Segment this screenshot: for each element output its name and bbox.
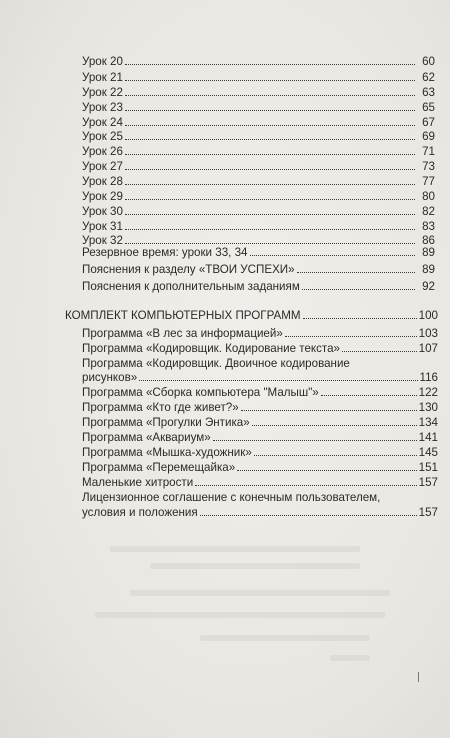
- leader-dots: [125, 205, 415, 215]
- toc-entry-lesson: [82, 71, 435, 85]
- toc-entry-label: Урок 30: [82, 205, 123, 218]
- toc-page-number: 62: [422, 71, 435, 84]
- toc-page-number: 60: [422, 55, 435, 68]
- toc-page-number: 82: [422, 205, 435, 218]
- toc-entry-extra: [82, 246, 435, 260]
- leader-dots: [125, 190, 415, 200]
- toc-entry-label: Программа «Мышка-художник»: [82, 446, 252, 459]
- leader-dots: [321, 386, 417, 396]
- toc-entry-lesson: [82, 130, 435, 144]
- toc-entry-label: Урок 22: [82, 86, 123, 99]
- toc-entry-lesson: [82, 86, 435, 100]
- toc-page-number: 116: [419, 371, 438, 384]
- toc-entry-label: Программа «Перемещайка»: [82, 461, 236, 474]
- toc-entry-program: [82, 327, 438, 341]
- toc-entry-lesson: [82, 116, 435, 130]
- toc-entry-lesson: [82, 55, 435, 69]
- show-through-line: [95, 612, 385, 618]
- toc-entry-extra: [82, 280, 435, 294]
- toc-entry-label: рисунков»: [82, 371, 138, 384]
- toc-entry-program: [82, 386, 438, 400]
- show-through-line: [330, 655, 370, 661]
- toc-entry-label: Программа «В лес за информацией»: [82, 327, 283, 340]
- toc-page-number: 77: [422, 175, 435, 188]
- toc-entry-label: Урок 25: [82, 130, 123, 143]
- toc-entry-program: [82, 401, 438, 415]
- toc-page-number: 92: [422, 280, 435, 293]
- toc-page-number: 63: [422, 86, 435, 99]
- toc-entry-label: Урок 21: [82, 71, 123, 84]
- toc-entry-lesson: [82, 145, 435, 159]
- toc-entry-label: условия и положения: [82, 506, 198, 519]
- toc-page-number: 134: [418, 416, 438, 429]
- toc-entry-program: [82, 461, 438, 475]
- toc-page-number: 141: [418, 431, 438, 444]
- toc-entry-first-line: Лицензионное соглашение с конечным пользователем,: [82, 491, 381, 504]
- toc-entry-lesson: [82, 160, 435, 174]
- toc-entry-label: Урок 26: [82, 145, 123, 158]
- leader-dots: [241, 401, 417, 411]
- toc-entry-label: Программа «Прогулки Энтика»: [82, 416, 250, 429]
- toc-entry-label: Программа «Аквариум»: [82, 431, 211, 444]
- toc-entry-label: Резервное время: уроки 33, 34: [82, 246, 248, 259]
- toc-page-number: 145: [418, 446, 438, 459]
- toc-page-number: 65: [422, 101, 435, 114]
- leader-dots: [237, 461, 416, 471]
- toc-page-number: 130: [418, 401, 438, 414]
- toc-entry-extra: [82, 263, 435, 277]
- toc-entry-label: Программа «Сборка компьютера "Малыш"»: [82, 386, 319, 399]
- toc-page-number: 80: [422, 190, 435, 203]
- leader-dots: [342, 342, 417, 352]
- leader-dots: [302, 280, 415, 290]
- toc-entry-lesson: [82, 220, 435, 234]
- toc-entry-label: Программа «Кодировщик. Кодирование текста»: [82, 342, 340, 355]
- toc-entry-label: Урок 24: [82, 116, 123, 129]
- page-mark: [418, 672, 419, 682]
- toc-section-heading: [65, 309, 438, 323]
- leader-dots: [139, 371, 417, 381]
- toc-entry-label: Урок 31: [82, 220, 123, 233]
- toc-page-number: 103: [418, 327, 438, 340]
- toc-page-number: 89: [422, 246, 435, 259]
- leader-dots: [195, 476, 416, 486]
- toc-entry-label: Пояснения к разделу «ТВОИ УСПЕХИ»: [82, 263, 295, 276]
- toc-page-number: 71: [422, 145, 435, 158]
- leader-dots: [125, 55, 415, 65]
- toc-page-number: 107: [418, 342, 438, 355]
- toc-entry-program: [82, 416, 438, 430]
- toc-page-number: 151: [418, 461, 438, 474]
- leader-dots: [125, 220, 415, 230]
- leader-dots: [213, 431, 417, 441]
- leader-dots: [200, 506, 417, 516]
- leader-dots: [254, 446, 417, 456]
- toc-entry-program: [82, 431, 438, 445]
- toc-page-number: 157: [418, 506, 438, 519]
- toc-entry-label: Программа «Кто где живет?»: [82, 401, 239, 414]
- toc-entry-label: Урок 23: [82, 101, 123, 114]
- toc-entry-label: Урок 29: [82, 190, 123, 203]
- toc-entry-program: [82, 342, 438, 356]
- leader-dots: [125, 130, 415, 140]
- toc-entry-program: [82, 506, 438, 520]
- leader-dots: [125, 101, 415, 111]
- toc-page-number: 100: [418, 309, 438, 322]
- toc-entry-program: [82, 476, 438, 490]
- leader-dots: [303, 309, 417, 319]
- toc-entry-label: Маленькие хитрости: [82, 476, 194, 489]
- toc-section-label: КОМПЛЕКТ КОМПЬЮТЕРНЫХ ПРОГРАММ: [65, 309, 301, 322]
- toc-entry-lesson: [82, 101, 435, 115]
- leader-dots: [297, 263, 415, 273]
- toc-entry-program: [82, 446, 438, 460]
- show-through-line: [200, 635, 370, 641]
- toc-page-number: 69: [422, 130, 435, 143]
- toc-entry-lesson: [82, 205, 435, 219]
- leader-dots: [125, 234, 415, 244]
- leader-dots: [250, 246, 416, 256]
- toc-page-number: 67: [422, 116, 435, 129]
- leader-dots: [125, 160, 415, 170]
- toc-entry-lesson: [82, 190, 435, 204]
- leader-dots: [252, 416, 417, 426]
- toc-entry-label: Пояснения к дополнительным заданиям: [82, 280, 300, 293]
- leader-dots: [125, 175, 415, 185]
- toc-entry-label: Урок 27: [82, 160, 123, 173]
- toc-page-number: 83: [422, 220, 435, 233]
- toc-entry-label: Урок 20: [82, 55, 123, 68]
- toc-page-number: 89: [422, 263, 435, 276]
- show-through-line: [110, 546, 360, 552]
- toc-entry-label: Урок 28: [82, 175, 123, 188]
- toc-page-number: 86: [422, 234, 435, 247]
- leader-dots: [125, 71, 415, 81]
- show-through-line: [130, 590, 390, 596]
- toc-page-number: 73: [422, 160, 435, 173]
- toc-page-number: 157: [418, 476, 438, 489]
- show-through-line: [150, 563, 360, 569]
- leader-dots: [285, 327, 417, 337]
- leader-dots: [125, 116, 415, 126]
- toc-page-number: 122: [418, 386, 438, 399]
- leader-dots: [125, 86, 415, 96]
- leader-dots: [125, 145, 415, 155]
- toc-entry-label: Урок 32: [82, 234, 123, 247]
- toc-entry-lesson: [82, 175, 435, 189]
- toc-entry-program: [82, 371, 438, 385]
- toc-entry-first-line: Программа «Кодировщик. Двоичное кодирование: [82, 357, 350, 370]
